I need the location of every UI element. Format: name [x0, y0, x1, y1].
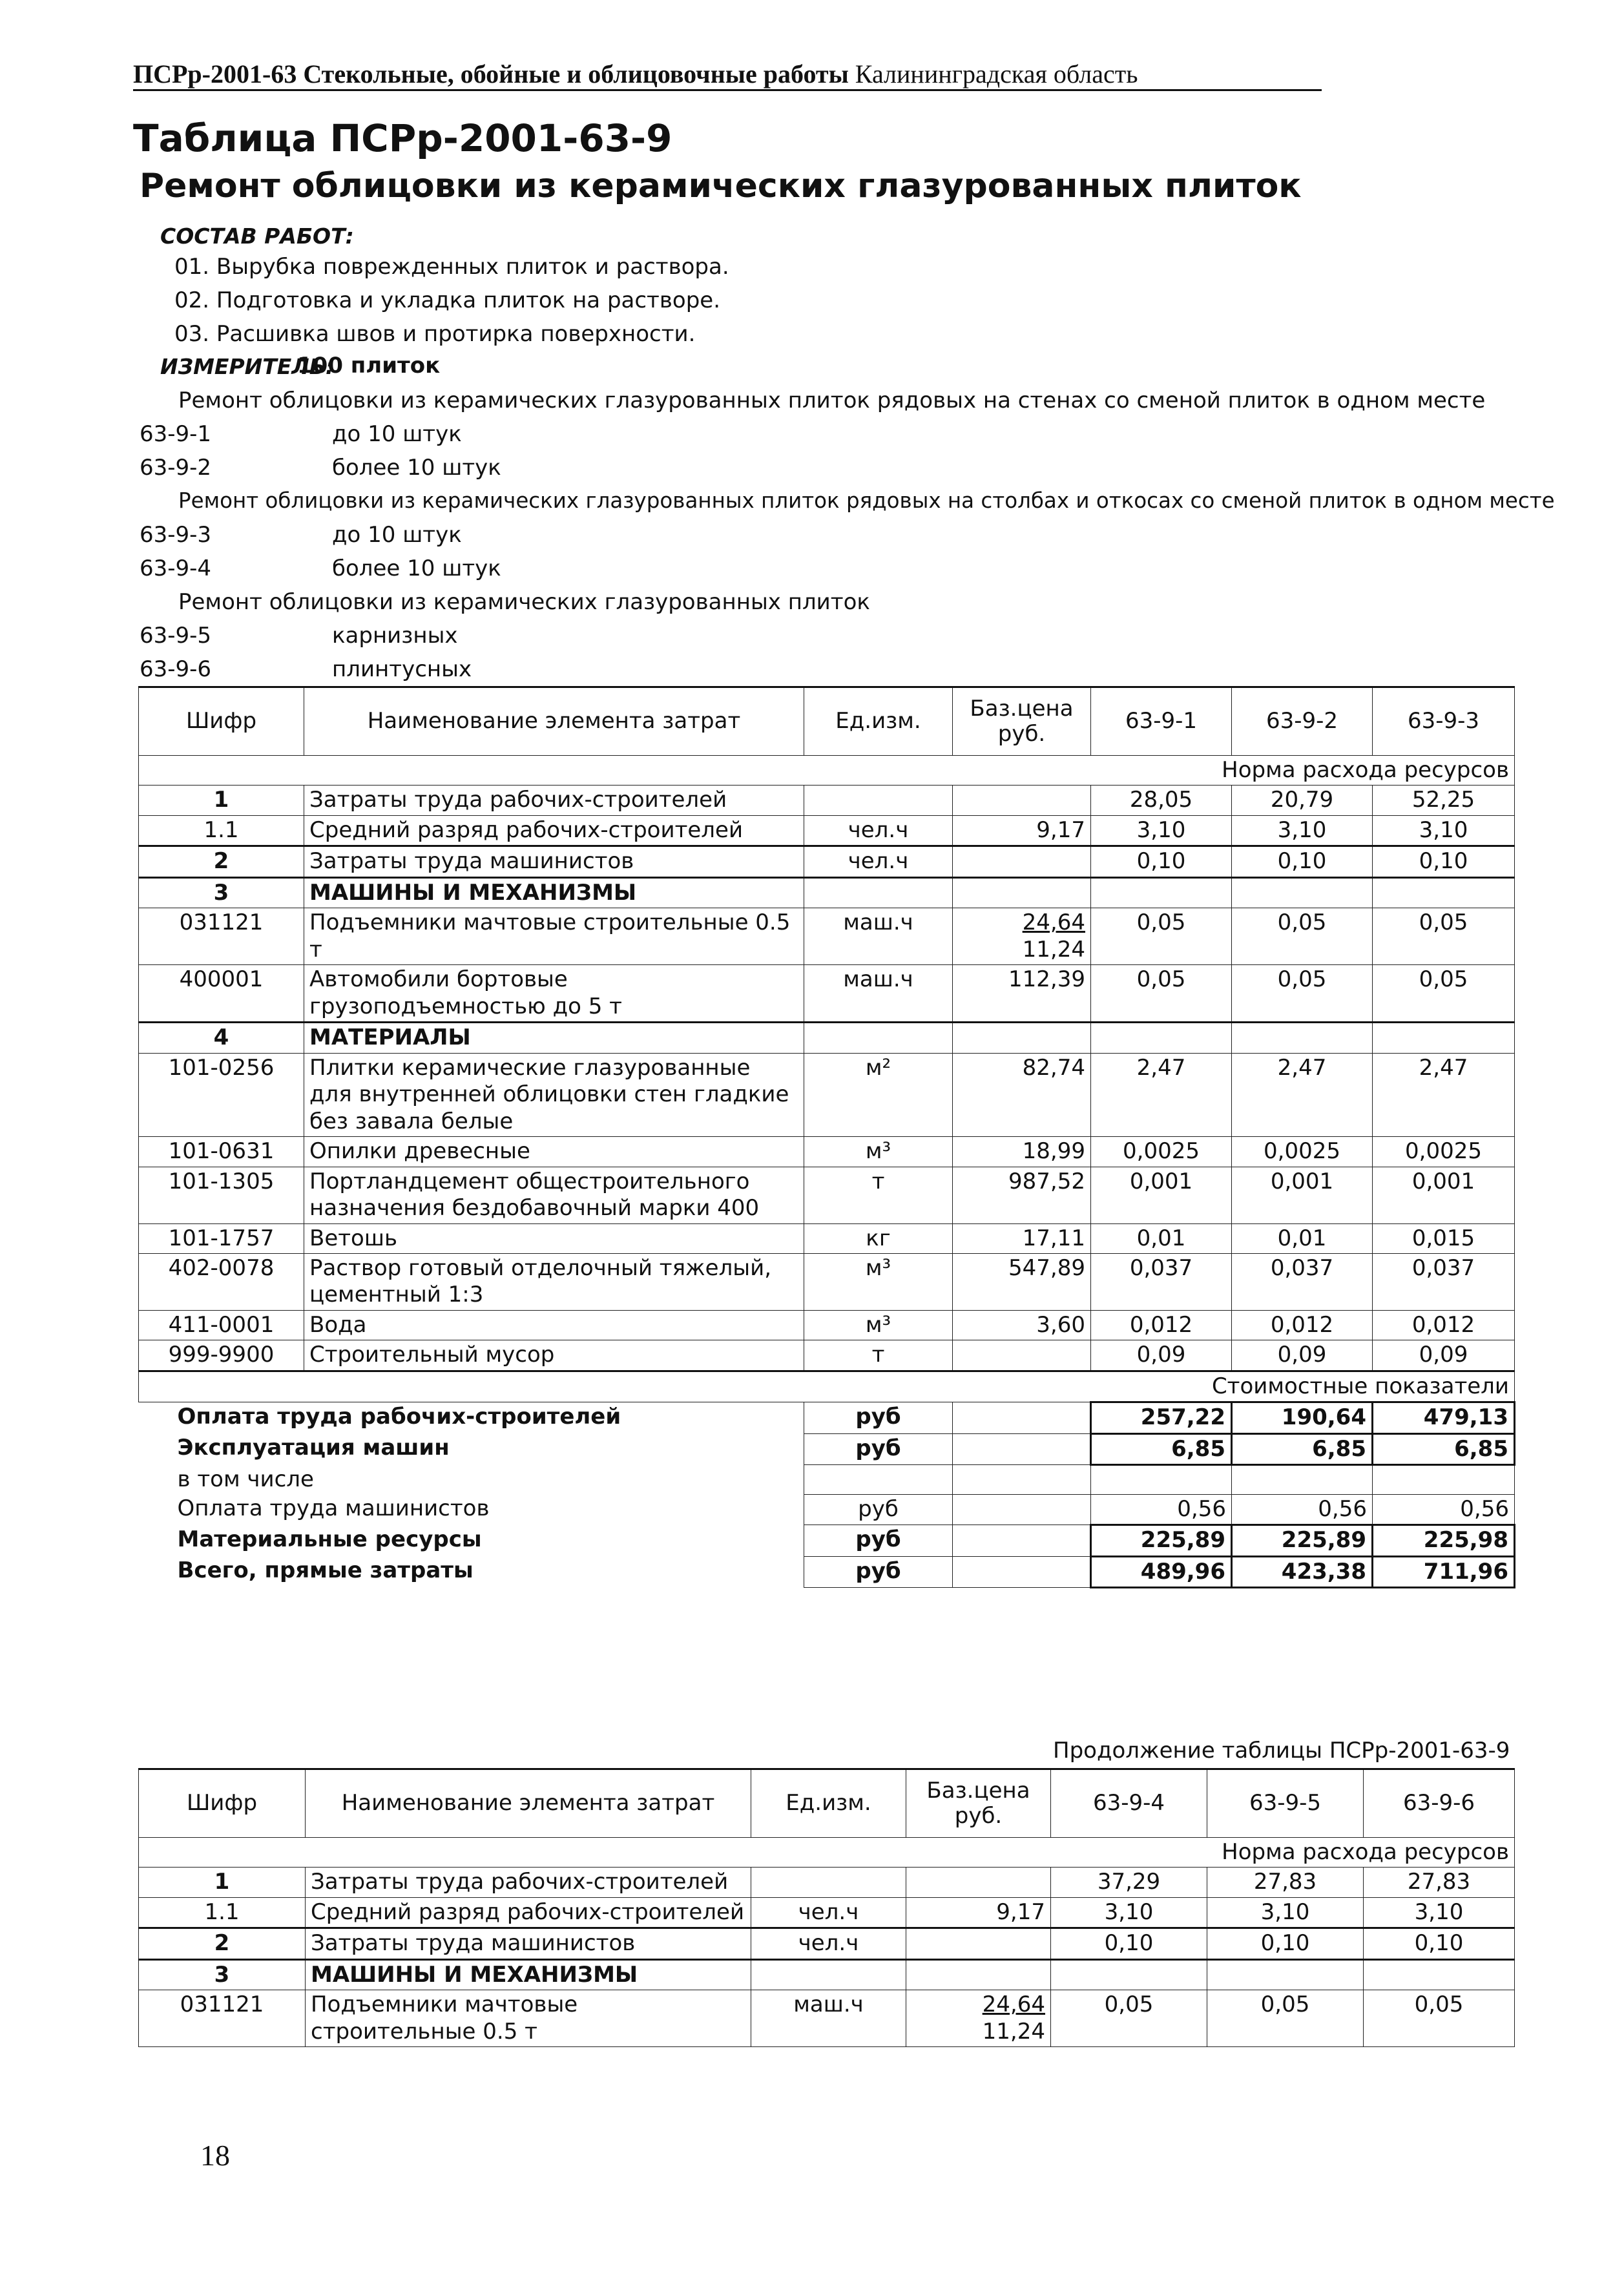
norm-value: 2,47 — [1091, 1053, 1232, 1136]
cost-row — [139, 1525, 1515, 1556]
table-row — [139, 965, 1515, 1023]
item-code: 63-9-5 — [140, 623, 212, 649]
item-name: до 10 штук — [332, 421, 462, 447]
col-header-code: Шифр — [139, 1769, 306, 1838]
norm-value — [1207, 1959, 1364, 1990]
col-header-price: Баз.цена руб. — [906, 1769, 1051, 1838]
norm-value: 0,0025 — [1232, 1137, 1373, 1167]
norm-value: 0,05 — [1373, 908, 1515, 965]
table-1-body — [139, 786, 1515, 1371]
norm-value: 0,01 — [1091, 1223, 1232, 1253]
table-row — [139, 1023, 1515, 1053]
col-header-norm: 63-9-3 — [1373, 687, 1515, 756]
cost-row — [139, 1556, 1515, 1587]
row-unit: м³ — [804, 1253, 953, 1310]
norm-value: 37,29 — [1051, 1868, 1207, 1897]
cost-name: в том числе — [177, 1466, 314, 1492]
item-code: 63-9-1 — [140, 421, 212, 447]
item-code: 63-9-4 — [140, 556, 212, 581]
cost-price — [953, 1525, 1091, 1556]
row-unit: чел.ч — [804, 846, 953, 877]
row-price — [906, 1868, 1051, 1897]
norm-value: 0,0025 — [1091, 1137, 1232, 1167]
row-price: 9,17 — [953, 815, 1091, 846]
table-2-body — [139, 1868, 1515, 2047]
table-row — [139, 1223, 1515, 1253]
row-price — [953, 877, 1091, 908]
col-header-price: Баз.цена руб. — [953, 687, 1091, 756]
cost-value: 225,89 — [1232, 1525, 1373, 1556]
table-row — [139, 1990, 1515, 2047]
row-unit: маш.ч — [804, 908, 953, 965]
cost-price — [953, 1556, 1091, 1587]
row-price — [906, 1928, 1051, 1959]
row-price — [906, 1959, 1051, 1990]
row-code: 400001 — [139, 965, 304, 1023]
cost-value: 6,85 — [1373, 1433, 1515, 1464]
table-row — [139, 786, 1515, 815]
group-title: Ремонт облицовки из керамических глазурованных плиток рядовых на столбах и откосах со сменой плиток в одном месте — [178, 488, 1555, 513]
norm-value: 0,05 — [1232, 908, 1373, 965]
row-unit: чел.ч — [751, 1897, 906, 1928]
item-code: 63-9-2 — [140, 455, 212, 481]
norm-value: 0,05 — [1373, 965, 1515, 1023]
norm-value: 0,09 — [1373, 1340, 1515, 1371]
norm-value: 0,10 — [1232, 846, 1373, 877]
row-unit: т — [804, 1167, 953, 1223]
row-name: Плитки керамические глазурованные для внутренней облицовки стен гладкие без завала белые — [304, 1053, 804, 1136]
col-header-norm: 63-9-1 — [1091, 687, 1232, 756]
norm-value: 3,10 — [1207, 1897, 1364, 1928]
row-code: 1.1 — [139, 815, 304, 846]
norm-value: 0,09 — [1232, 1340, 1373, 1371]
row-code: 411-0001 — [139, 1310, 304, 1340]
row-price: 987,52 — [953, 1167, 1091, 1223]
cost-value — [1091, 1465, 1232, 1494]
table-subtitle: Ремонт облицовки из керамических глазурованных плиток — [140, 167, 1302, 205]
cost-value: 711,96 — [1373, 1556, 1515, 1587]
row-name: Затраты труда машинистов — [306, 1928, 751, 1959]
table-row — [139, 846, 1515, 877]
cost-value — [1232, 1465, 1373, 1494]
norm-value: 0,012 — [1091, 1310, 1232, 1340]
row-code: 2 — [139, 846, 304, 877]
norm-value: 0,037 — [1232, 1253, 1373, 1310]
row-code: 3 — [139, 877, 304, 908]
table-1-costs — [139, 1402, 1515, 1588]
row-name: Подъемники мачтовые строительные 0.5 т — [306, 1990, 751, 2047]
cost-row — [139, 1433, 1515, 1464]
table-row — [139, 1340, 1515, 1371]
row-unit: м² — [804, 1053, 953, 1136]
norm-value: 0,001 — [1373, 1167, 1515, 1223]
table-title: Таблица ПСРр-2001-63-9 — [133, 116, 672, 160]
item-code: 63-9-6 — [140, 656, 212, 682]
row-unit: чел.ч — [751, 1928, 906, 1959]
row-unit — [804, 786, 953, 815]
norm-value: 3,10 — [1373, 815, 1515, 846]
norm-value — [1373, 1023, 1515, 1053]
table-row — [139, 1053, 1515, 1136]
cost-row — [139, 1494, 1515, 1525]
table-row — [139, 1310, 1515, 1340]
item-name: более 10 штук — [332, 556, 501, 581]
row-name: Средний разряд рабочих-строителей — [306, 1897, 751, 1928]
cost-value: 6,85 — [1232, 1433, 1373, 1464]
col-header-unit: Ед.изм. — [751, 1769, 906, 1838]
cost-row — [139, 1402, 1515, 1433]
row-unit — [804, 1023, 953, 1053]
cost-name: Оплата труда машинистов — [177, 1495, 490, 1522]
cost-value: 190,64 — [1232, 1402, 1373, 1433]
norm-value: 0,10 — [1373, 846, 1515, 877]
row-name: МАТЕРИАЛЫ — [304, 1023, 804, 1053]
row-price — [953, 1023, 1091, 1053]
table-row — [139, 1137, 1515, 1167]
row-name: Раствор готовый отделочный тяжелый, цементный 1:3 — [304, 1253, 804, 1310]
cost-value: 6,85 — [1091, 1433, 1232, 1464]
table-row — [139, 1959, 1515, 1990]
work-item: 01. Вырубка поврежденных плиток и раствора. — [174, 254, 729, 280]
row-name: Затраты труда машинистов — [304, 846, 804, 877]
norm-value: 3,10 — [1364, 1897, 1515, 1928]
col-header-norm: 63-9-6 — [1364, 1769, 1515, 1838]
row-price — [953, 846, 1091, 877]
row-code: 101-1757 — [139, 1223, 304, 1253]
cost-unit: руб — [804, 1402, 953, 1433]
cost-unit: руб — [804, 1494, 953, 1525]
row-code: 101-0256 — [139, 1053, 304, 1136]
row-unit: кг — [804, 1223, 953, 1253]
item-code: 63-9-3 — [140, 522, 212, 548]
norm-value: 0,012 — [1232, 1310, 1373, 1340]
cost-name: Всего, прямые затраты — [177, 1557, 474, 1584]
row-name: Вода — [304, 1310, 804, 1340]
cost-name: Материальные ресурсы — [177, 1526, 482, 1552]
row-name: Подъемники мачтовые строительные 0.5 т — [304, 908, 804, 965]
row-unit: чел.ч — [804, 815, 953, 846]
cost-value: 0,56 — [1373, 1494, 1515, 1525]
norm-value: 0,05 — [1207, 1990, 1364, 2047]
row-code: 402-0078 — [139, 1253, 304, 1310]
row-name: Затраты труда рабочих-строителей — [304, 786, 804, 815]
header-region: Калининградская область — [855, 59, 1138, 88]
col-header-norm: 63-9-2 — [1232, 687, 1373, 756]
table-row — [139, 1253, 1515, 1310]
norm-value: 0,10 — [1207, 1928, 1364, 1959]
norm-value: 28,05 — [1091, 786, 1232, 815]
header-title: ПСРр-2001-63 Стекольные, обойные и облицовочные работы — [133, 59, 849, 88]
section-norm: Норма расхода ресурсов — [139, 1838, 1515, 1868]
cost-value: 257,22 — [1091, 1402, 1232, 1433]
group-title: Ремонт облицовки из керамических глазурованных плиток — [178, 589, 870, 615]
norm-value — [1373, 877, 1515, 908]
row-unit: м³ — [804, 1310, 953, 1340]
norm-value: 2,47 — [1373, 1053, 1515, 1136]
cost-value: 225,98 — [1373, 1525, 1515, 1556]
cost-price — [953, 1433, 1091, 1464]
row-price — [953, 908, 1091, 965]
cost-unit — [804, 1465, 953, 1494]
row-unit — [751, 1868, 906, 1897]
norm-value: 27,83 — [1207, 1868, 1364, 1897]
resource-table-2 — [138, 1768, 1515, 2047]
work-item: 02. Подготовка и укладка плиток на растворе. — [174, 287, 721, 313]
norm-value: 0,037 — [1373, 1253, 1515, 1310]
table-row — [139, 1868, 1515, 1897]
norm-value: 27,83 — [1364, 1868, 1515, 1897]
cost-value: 225,89 — [1091, 1525, 1232, 1556]
work-item: 03. Расшивка швов и протирка поверхности. — [174, 321, 696, 347]
item-name: до 10 штук — [332, 522, 462, 548]
continuation-caption: Продолжение таблицы ПСРр-2001-63-9 — [1053, 1738, 1510, 1764]
measure-label: ИЗМЕРИТЕЛЬ: — [160, 354, 335, 379]
price-value: 24,64 — [982, 1992, 1045, 2018]
table-row — [139, 1167, 1515, 1223]
price-operator-value: 11,24 — [982, 2018, 1045, 2045]
row-unit: т — [804, 1340, 953, 1371]
cost-name: Эксплуатация машин — [177, 1435, 450, 1461]
cost-value: 479,13 — [1373, 1402, 1515, 1433]
cost-price — [953, 1494, 1091, 1525]
norm-value: 0,09 — [1091, 1340, 1232, 1371]
page-number: 18 — [200, 2139, 230, 2172]
table-row — [139, 1897, 1515, 1928]
table-row — [139, 908, 1515, 965]
row-unit — [804, 877, 953, 908]
col-header-name: Наименование элемента затрат — [304, 687, 804, 756]
norm-value: 3,10 — [1051, 1897, 1207, 1928]
row-price — [953, 786, 1091, 815]
row-price: 9,17 — [906, 1897, 1051, 1928]
row-name: Ветошь — [304, 1223, 804, 1253]
norm-value: 0,012 — [1373, 1310, 1515, 1340]
norm-value: 20,79 — [1232, 786, 1373, 815]
norm-value: 0,0025 — [1373, 1137, 1515, 1167]
row-name: МАШИНЫ И МЕХАНИЗМЫ — [304, 877, 804, 908]
row-price: 112,39 — [953, 965, 1091, 1023]
item-name: плинтусных — [332, 656, 472, 682]
norm-value: 0,001 — [1091, 1167, 1232, 1223]
cost-price — [953, 1402, 1091, 1433]
row-name: Средний разряд рабочих-строителей — [304, 815, 804, 846]
col-header-name: Наименование элемента затрат — [306, 1769, 751, 1838]
row-code: 1 — [139, 1868, 306, 1897]
cost-row — [139, 1465, 1515, 1494]
cost-value: 0,56 — [1091, 1494, 1232, 1525]
row-name: Строительный мусор — [304, 1340, 804, 1371]
row-price — [953, 1340, 1091, 1371]
price-value: 24,64 — [1022, 910, 1085, 936]
norm-value — [1091, 1023, 1232, 1053]
section-norm: Норма расхода ресурсов — [139, 756, 1515, 786]
row-code: 031121 — [139, 908, 304, 965]
row-unit: м³ — [804, 1137, 953, 1167]
row-price: 547,89 — [953, 1253, 1091, 1310]
norm-value: 3,10 — [1232, 815, 1373, 846]
row-unit — [751, 1959, 906, 1990]
norm-value: 3,10 — [1091, 815, 1232, 846]
norm-value: 0,05 — [1364, 1990, 1515, 2047]
row-name: Портландцемент общестроительного назначения бездобавочный марки 400 — [304, 1167, 804, 1223]
row-unit: маш.ч — [751, 1990, 906, 2047]
norm-value: 0,10 — [1091, 846, 1232, 877]
norm-value: 0,10 — [1364, 1928, 1515, 1959]
cost-value: 0,56 — [1232, 1494, 1373, 1525]
norm-value: 52,25 — [1373, 786, 1515, 815]
table-row — [139, 1928, 1515, 1959]
price-operator-value: 11,24 — [1022, 936, 1085, 963]
cost-name: Оплата труда рабочих-строителей — [177, 1404, 621, 1430]
cost-value: 489,96 — [1091, 1556, 1232, 1587]
norm-value — [1091, 877, 1232, 908]
norm-value — [1051, 1959, 1207, 1990]
cost-unit: руб — [804, 1525, 953, 1556]
norm-value: 0,05 — [1091, 908, 1232, 965]
row-name: Автомобили бортовые грузоподъемностью до 5 т — [304, 965, 804, 1023]
norm-value: 2,47 — [1232, 1053, 1373, 1136]
row-price — [906, 1990, 1051, 2047]
norm-value: 0,05 — [1232, 965, 1373, 1023]
table-row — [139, 877, 1515, 908]
row-name: Опилки древесные — [304, 1137, 804, 1167]
table-row — [139, 815, 1515, 846]
cost-value — [1373, 1465, 1515, 1494]
row-name: МАШИНЫ И МЕХАНИЗМЫ — [306, 1959, 751, 1990]
group-title: Ремонт облицовки из керамических глазурованных плиток рядовых на стенах со сменой плиток в одном месте — [178, 388, 1486, 413]
row-code: 101-1305 — [139, 1167, 304, 1223]
row-price: 3,60 — [953, 1310, 1091, 1340]
norm-value — [1364, 1959, 1515, 1990]
norm-value: 0,037 — [1091, 1253, 1232, 1310]
row-name: Затраты труда рабочих-строителей — [306, 1868, 751, 1897]
norm-value — [1232, 1023, 1373, 1053]
cost-value: 423,38 — [1232, 1556, 1373, 1587]
norm-value: 0,10 — [1051, 1928, 1207, 1959]
cost-price — [953, 1465, 1091, 1494]
col-header-norm: 63-9-4 — [1051, 1769, 1207, 1838]
item-name: более 10 штук — [332, 455, 501, 481]
work-composition-label: СОСТАВ РАБОТ: — [160, 224, 354, 249]
row-price: 17,11 — [953, 1223, 1091, 1253]
row-code: 3 — [139, 1959, 306, 1990]
section-cost: Стоимостные показатели — [139, 1371, 1515, 1402]
cost-unit: руб — [804, 1556, 953, 1587]
row-price: 18,99 — [953, 1137, 1091, 1167]
cost-unit: руб — [804, 1433, 953, 1464]
norm-value: 0,05 — [1051, 1990, 1207, 2047]
norm-value — [1232, 877, 1373, 908]
norm-value: 0,01 — [1232, 1223, 1373, 1253]
resource-table-1 — [138, 686, 1515, 1588]
row-code: 1.1 — [139, 1897, 306, 1928]
row-code: 1 — [139, 786, 304, 815]
item-name: карнизных — [332, 623, 458, 649]
running-header — [133, 59, 1322, 91]
norm-value: 0,001 — [1232, 1167, 1373, 1223]
col-header-norm: 63-9-5 — [1207, 1769, 1364, 1838]
norm-value: 0,05 — [1091, 965, 1232, 1023]
row-code: 999-9900 — [139, 1340, 304, 1371]
measure-value: 100 плиток — [297, 353, 441, 379]
row-price: 82,74 — [953, 1053, 1091, 1136]
row-code: 4 — [139, 1023, 304, 1053]
row-code: 031121 — [139, 1990, 306, 2047]
col-header-code: Шифр — [139, 687, 304, 756]
col-header-unit: Ед.изм. — [804, 687, 953, 756]
row-code: 2 — [139, 1928, 306, 1959]
row-unit: маш.ч — [804, 965, 953, 1023]
row-code: 101-0631 — [139, 1137, 304, 1167]
norm-value: 0,015 — [1373, 1223, 1515, 1253]
